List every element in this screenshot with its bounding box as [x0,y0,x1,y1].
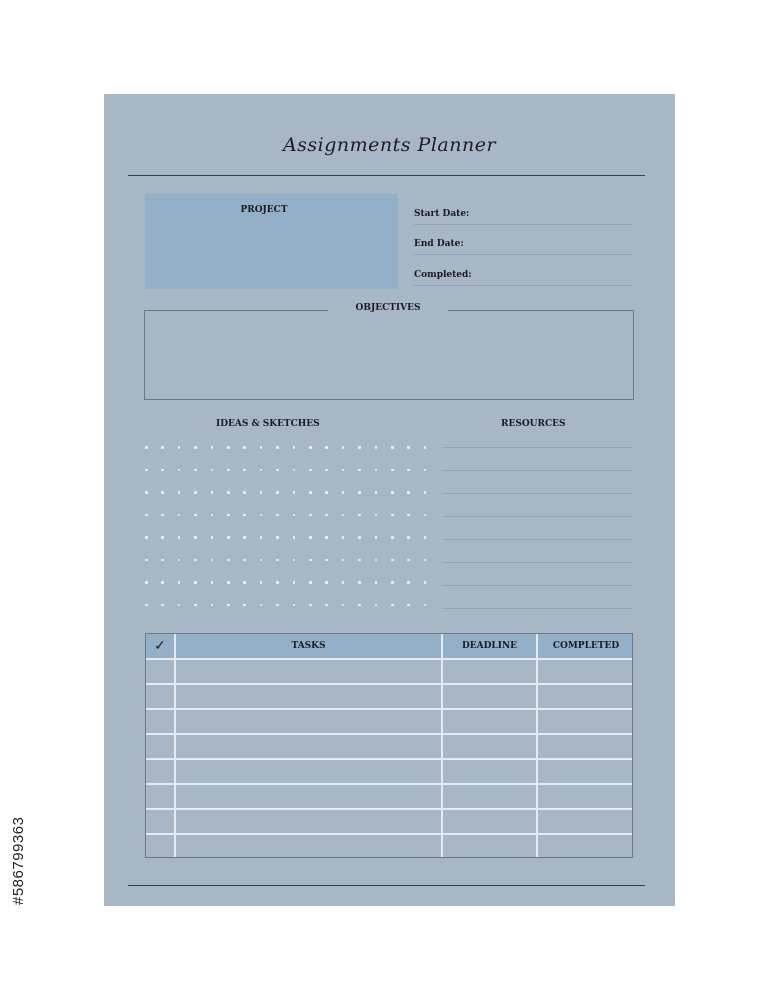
grid-dot [293,491,296,494]
grid-dot [358,514,361,517]
grid-dot [243,536,246,539]
objectives-box[interactable] [144,303,634,400]
objectives-label: OBJECTIVES [328,303,448,313]
grid-dot [145,559,148,562]
grid-dot [309,581,312,584]
grid-dot [260,469,263,472]
checkmark-icon: ✓ [154,638,166,654]
grid-dot [309,536,312,539]
grid-dot [145,581,148,584]
grid-dot [194,491,197,494]
stock-id-watermark: #586799363 [10,816,27,905]
grid-dot [342,559,345,562]
grid-dot [178,581,181,584]
grid-dot [161,559,164,562]
start-date-label: Start Date: [414,209,470,219]
grid-dot [161,446,164,449]
grid-dot [325,514,328,517]
grid-dot [325,604,328,607]
grid-dot [342,604,345,607]
grid-dot [375,446,378,449]
grid-dot [194,514,197,517]
grid-dot [260,446,263,449]
table-row[interactable] [146,683,632,685]
grid-dot [342,536,345,539]
ideas-sketches-label: IDEAS & SKETCHES [216,419,320,429]
completed-date-label: Completed: [414,270,472,280]
grid-dot [407,469,410,472]
grid-dot [391,559,394,562]
grid-dot [342,491,345,494]
grid-dot [276,536,279,539]
table-column-divider [174,634,176,857]
completed-header: COMPLETED [538,634,633,658]
start-date-row[interactable] [414,200,632,225]
grid-dot [276,559,279,562]
grid-dot [407,604,410,607]
completed-date-row[interactable] [414,261,632,286]
grid-dot [227,469,230,472]
grid-dot [325,446,328,449]
table-row[interactable] [146,708,632,710]
grid-dot [293,604,296,607]
project-box[interactable] [145,194,398,289]
grid-dot [293,469,296,472]
resource-line [442,585,632,586]
grid-dot [161,581,164,584]
grid-dot [276,604,279,607]
grid-dot [424,581,427,584]
grid-dot [358,491,361,494]
grid-dot [293,514,296,517]
grid-dot [211,604,214,607]
grid-dot [309,559,312,562]
grid-dot [391,446,394,449]
grid-dot [309,604,312,607]
grid-dot [276,469,279,472]
grid-dot [145,491,148,494]
grid-dot [178,491,181,494]
grid-dot [211,559,214,562]
grid-dot [424,559,427,562]
grid-dot [194,604,197,607]
grid-dot [260,536,263,539]
grid-dot [342,446,345,449]
grid-dot [243,559,246,562]
grid-dot [375,559,378,562]
grid-dot [178,469,181,472]
grid-dot [227,559,230,562]
grid-dot [375,469,378,472]
grid-dot [260,581,263,584]
grid-dot [391,469,394,472]
grid-dot [260,559,263,562]
planner-page [104,94,675,906]
tasks-header: TASKS [176,634,441,658]
grid-dot [424,446,427,449]
table-row[interactable] [146,808,632,810]
grid-dot [293,581,296,584]
grid-dot [424,469,427,472]
grid-dot [424,604,427,607]
table-column-divider [441,634,443,857]
check-header [146,634,174,658]
grid-dot [260,514,263,517]
table-column-divider [536,634,538,857]
grid-dot [161,604,164,607]
grid-dot [243,581,246,584]
grid-dot [243,446,246,449]
grid-dot [358,536,361,539]
grid-dot [145,536,148,539]
project-label: PROJECT [240,205,288,215]
grid-dot [391,581,394,584]
grid-dot [293,536,296,539]
grid-dot [358,446,361,449]
grid-dot [161,491,164,494]
grid-dot [194,469,197,472]
table-row[interactable] [146,833,632,835]
grid-dot [178,446,181,449]
grid-dot [276,491,279,494]
resource-line [442,447,632,448]
grid-dot [424,491,427,494]
grid-dot [161,469,164,472]
grid-dot [243,469,246,472]
grid-dot [391,491,394,494]
grid-dot [227,581,230,584]
table-row[interactable] [146,658,632,660]
grid-dot [243,514,246,517]
resource-line [442,493,632,494]
grid-dot [178,559,181,562]
grid-dot [375,536,378,539]
grid-dot [342,469,345,472]
grid-dot [325,581,328,584]
grid-dot [325,491,328,494]
grid-dot [178,604,181,607]
bottom-divider [128,885,645,886]
resource-line [442,608,632,609]
grid-dot [211,536,214,539]
grid-dot [293,446,296,449]
grid-dot [161,536,164,539]
grid-dot [211,514,214,517]
grid-dot [227,604,230,607]
grid-dot [194,446,197,449]
resource-line [442,470,632,471]
grid-dot [178,536,181,539]
table-row[interactable] [146,758,632,760]
grid-dot [391,514,394,517]
grid-dot [342,581,345,584]
deadline-header: DEADLINE [443,634,536,658]
grid-dot [391,604,394,607]
grid-dot [161,514,164,517]
resources-label: RESOURCES [501,419,566,429]
end-date-row[interactable] [414,230,632,255]
grid-dot [424,514,427,517]
grid-dot [325,559,328,562]
grid-dot [309,491,312,494]
grid-dot [145,469,148,472]
grid-dot [391,536,394,539]
grid-dot [276,446,279,449]
grid-dot [260,491,263,494]
grid-dot [325,469,328,472]
grid-dot [358,581,361,584]
grid-dot [358,559,361,562]
grid-dot [211,446,214,449]
grid-dot [309,514,312,517]
grid-dot [276,581,279,584]
grid-dot [375,491,378,494]
grid-dot [194,559,197,562]
grid-dot [342,514,345,517]
grid-dot [424,536,427,539]
grid-dot [276,514,279,517]
grid-dot [375,604,378,607]
grid-dot [260,604,263,607]
grid-dot [293,559,296,562]
grid-dot [358,604,361,607]
grid-dot [407,536,410,539]
end-date-label: End Date: [414,239,464,249]
grid-dot [243,604,246,607]
table-row[interactable] [146,733,632,735]
grid-dot [407,581,410,584]
grid-dot [145,446,148,449]
resource-line [442,516,632,517]
grid-dot [243,491,246,494]
grid-dot [309,469,312,472]
table-row[interactable] [146,783,632,785]
grid-dot [375,581,378,584]
top-divider [128,175,645,176]
tasks-table [145,633,633,858]
resource-line [442,539,632,540]
grid-dot [407,514,410,517]
grid-dot [211,491,214,494]
grid-dot [145,604,148,607]
resource-line [442,562,632,563]
grid-dot [227,446,230,449]
page-title: Assignments Planner [282,134,497,156]
grid-dot [407,491,410,494]
grid-dot [358,469,361,472]
grid-dot [227,536,230,539]
grid-dot [375,514,378,517]
grid-dot [227,491,230,494]
grid-dot [194,536,197,539]
grid-dot [227,514,230,517]
grid-dot [407,559,410,562]
grid-dot [145,514,148,517]
grid-dot [211,469,214,472]
grid-dot [309,446,312,449]
grid-dot [194,581,197,584]
grid-dot [407,446,410,449]
grid-dot [178,514,181,517]
grid-dot [325,536,328,539]
grid-dot [211,581,214,584]
